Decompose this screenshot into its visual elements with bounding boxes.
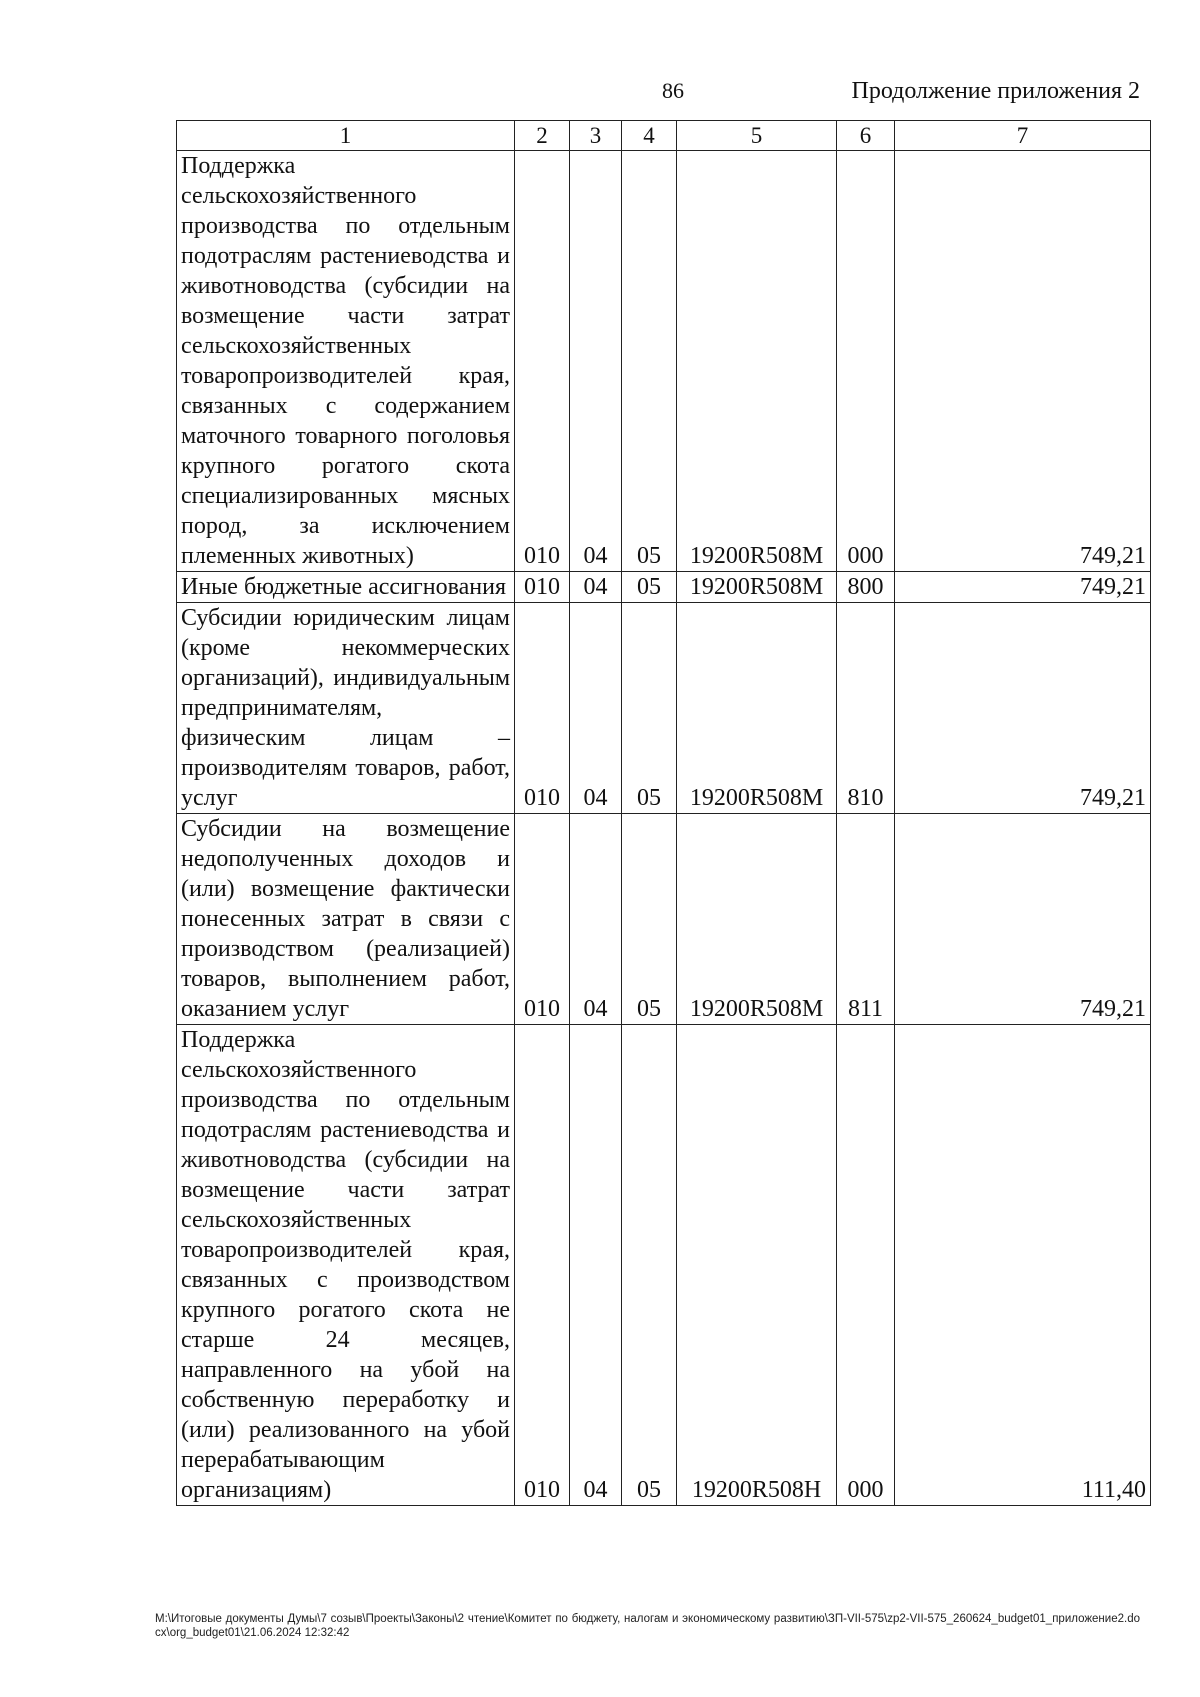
expense-name: Субсидии на возмещение недополученных доходов и (или) возмещение фактически понесенных затрат в связи с производством (реализацией) товаров, выполнением работ, оказанием услуг	[177, 814, 515, 1025]
table-row	[177, 572, 1151, 603]
subsection-code: 05	[622, 151, 677, 572]
amount: 749,21	[895, 572, 1151, 603]
expense-name: Иные бюджетные ассигнования	[177, 572, 515, 603]
ministry-code: 010	[515, 572, 570, 603]
page-number: 86	[662, 78, 684, 103]
subsection-code: 05	[622, 814, 677, 1025]
expense-name: Поддержка сельскохозяйственного производства по отдельным подотраслям растениеводства и животноводства (субсидии на возмещение части затрат сельскохозяйственных товаропроизводителей края, связанных с производством крупного рогатого скота не старше 24 месяцев, направленного на убой на собственную переработку и (или) реализованного на убой перерабатывающим организациям)	[177, 1025, 515, 1506]
column-header: 5	[677, 121, 837, 151]
expense-name: Субсидии юридическим лицам (кроме некоммерческих организаций), индивидуальным предпринимателям, физическим лицам – производителям товаров, работ, услуг	[177, 603, 515, 814]
expense-type-code: 800	[837, 572, 895, 603]
table-row	[177, 814, 1151, 1025]
expense-type-code: 810	[837, 603, 895, 814]
amount: 749,21	[895, 814, 1151, 1025]
column-header: 7	[895, 121, 1151, 151]
ministry-code: 010	[515, 1025, 570, 1506]
target-article-code: 19200R508M	[677, 814, 837, 1025]
column-header: 3	[570, 121, 622, 151]
expense-type-code: 811	[837, 814, 895, 1025]
ministry-code: 010	[515, 603, 570, 814]
column-header: 1	[177, 121, 515, 151]
column-header: 6	[837, 121, 895, 151]
section-code: 04	[570, 603, 622, 814]
amount: 111,40	[895, 1025, 1151, 1506]
amount: 749,21	[895, 603, 1151, 814]
expense-type-code: 000	[837, 151, 895, 572]
amount: 749,21	[895, 151, 1151, 572]
target-article-code: 19200R508M	[677, 572, 837, 603]
expense-type-code: 000	[837, 1025, 895, 1506]
column-header: 2	[515, 121, 570, 151]
ministry-code: 010	[515, 151, 570, 572]
table-row	[177, 1025, 1151, 1506]
ministry-code: 010	[515, 814, 570, 1025]
target-article-code: 19200R508M	[677, 151, 837, 572]
table-row	[177, 151, 1151, 572]
column-header: 4	[622, 121, 677, 151]
table-header-row	[177, 121, 1151, 151]
subsection-code: 05	[622, 572, 677, 603]
target-article-code: 19200R508M	[677, 603, 837, 814]
budget-table	[176, 120, 1151, 1506]
table-row	[177, 603, 1151, 814]
continuation-label: Продолжение приложения 2	[851, 78, 1140, 104]
target-article-code: 19200R508H	[677, 1025, 837, 1506]
section-code: 04	[570, 572, 622, 603]
section-code: 04	[570, 814, 622, 1025]
expense-name: Поддержка сельскохозяйственного производства по отдельным подотраслям растениеводства и животноводства (субсидии на возмещение части затрат сельскохозяйственных товаропроизводителей края, связанных с содержанием маточного товарного поголовья крупного рогатого скота специализированных мясных пород, за исключением племенных животных)	[177, 151, 515, 572]
section-code: 04	[570, 1025, 622, 1506]
subsection-code: 05	[622, 603, 677, 814]
document-path-footer: М:\Итоговые документы Думы\7 созыв\Проекты\Законы\2 чтение\Комитет по бюджету, налогам и экономическому развитию\ЗП-VII-575\zp2-VII-575_260624_budget01_приложение2.docx\org_budget01\21.06.2024 12:32:42	[155, 1613, 1140, 1639]
section-code: 04	[570, 151, 622, 572]
subsection-code: 05	[622, 1025, 677, 1506]
